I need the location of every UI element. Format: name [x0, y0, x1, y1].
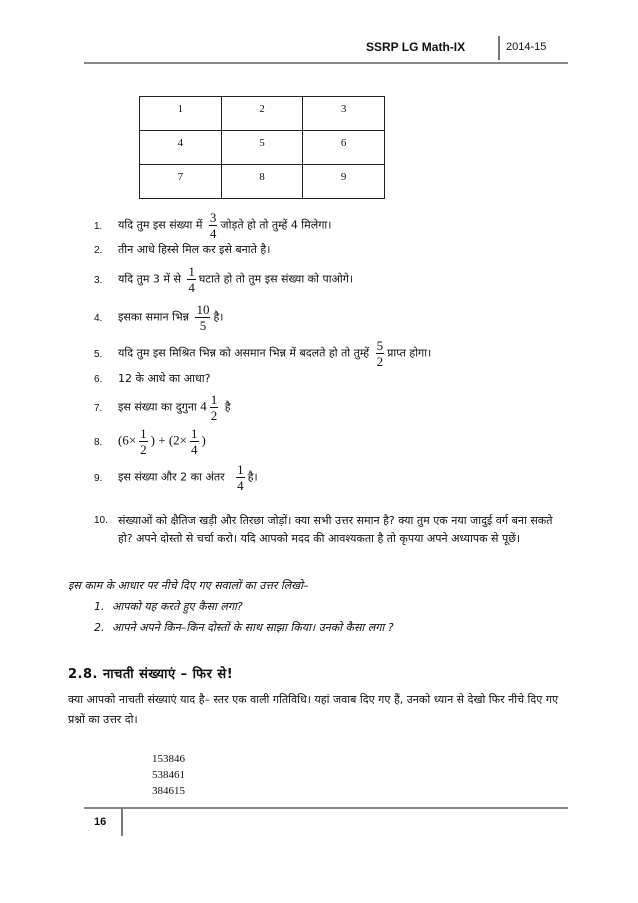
question-number: 5. [94, 348, 103, 360]
header-rule [84, 62, 568, 64]
number-item: 384615 [152, 785, 185, 797]
numerator: 5 [376, 338, 384, 353]
numerator: 1 [188, 264, 195, 279]
mixed-whole: 4 [200, 398, 207, 414]
grid-cell: 1 [140, 97, 222, 131]
question-text: है। [247, 470, 258, 484]
question-number: 10. [94, 515, 108, 526]
question-1 [94, 210, 331, 241]
grid-cell: 8 [221, 165, 303, 199]
header-divider [498, 36, 500, 60]
expression-part: (6× [118, 432, 137, 448]
reflection-item [94, 620, 394, 635]
reflection-text: आपने अपने किन–किन दोस्तों के साथ साझा किया। उनको कैसा लगा ? [112, 621, 394, 634]
fraction [139, 426, 148, 457]
reflection-text: आपको यह करते हुए कैसा लगा? [112, 600, 243, 613]
fraction [195, 302, 210, 333]
section-paragraph: क्या आपको नाचती संख्याएं याद है– स्तर एक वाली गतिविधि। यहां जवाब दिए गए हैं, उनको ध्यान से देखो फिर नीचे दिए गए प्रश्नों का उत्तर दो। [68, 693, 559, 726]
grid-cell: 2 [221, 97, 303, 131]
question-text: इस संख्या और 2 का अंतर [118, 470, 225, 484]
question-text: घटाते हो तो तुम इस संख्या को पाओगे। [198, 272, 354, 286]
question-text: तीन आधे हिस्से मिल कर इसे बनाते है। [118, 243, 271, 256]
question-9 [94, 462, 258, 493]
denominator: 4 [209, 226, 217, 241]
denominator: 4 [188, 280, 195, 295]
document-title: SSRP LG Math-IX [366, 40, 466, 54]
denominator: 4 [191, 442, 198, 457]
grid-row [140, 97, 385, 131]
denominator: 2 [140, 442, 147, 457]
grid-cell: 7 [140, 165, 222, 199]
grid-row [140, 131, 385, 165]
grid-cell: 5 [221, 131, 303, 165]
section-heading [68, 664, 233, 682]
footer-divider [121, 808, 123, 836]
grid-row [140, 165, 385, 199]
question-6 [94, 372, 210, 387]
fraction [236, 462, 245, 493]
denominator: 2 [210, 408, 218, 423]
expression-part: ) + (2× [150, 432, 187, 448]
grid-cell: 4 [140, 131, 222, 165]
question-4 [94, 302, 223, 333]
question-8 [94, 426, 206, 457]
section-title: नाचती संख्याएं – फिर से! [103, 667, 234, 682]
question-text: जोड़ते हो तो तुम्हें 4 मिलेगा। [220, 218, 332, 232]
question-number: 2. [94, 245, 103, 256]
reflection-intro: इस काम के आधार पर नीचे दिए गए सवालों का उत्तर लिखो– [68, 579, 309, 592]
question-5 [94, 338, 431, 369]
question-text: प्राप्त होगा। [387, 346, 432, 360]
question-number: 6. [94, 374, 103, 385]
question-3 [94, 264, 353, 295]
footer-rule [84, 807, 568, 809]
number-item: 153846 [152, 753, 185, 765]
number-item: 538461 [152, 769, 185, 781]
question-number: 4. [94, 312, 103, 324]
fraction [187, 264, 196, 295]
question-number: 1. [94, 220, 103, 232]
reflection-number: 1. [94, 600, 105, 613]
grid-cell: 9 [303, 165, 385, 199]
question-text: यदि तुम 3 में से [118, 272, 181, 286]
grid-cell: 6 [303, 131, 385, 165]
question-text: यदि तुम इस मिश्रित भिन्न को असमान भिन्न में बदलते हो तो तुम्हें [118, 346, 370, 360]
expression-part: ) [201, 432, 206, 448]
question-text: यदि तुम इस संख्या में [118, 218, 203, 232]
numerator: 1 [140, 426, 147, 441]
question-text: इसका समान भिन्न [118, 310, 189, 324]
question-number: 9. [94, 472, 103, 484]
number-grid [139, 96, 385, 199]
question-text: संख्याओं को क्षैतिज खड़ी और तिरछा जोड़ों। क्या सभी उत्तर समान है? क्या तुम एक नया जादुई वर्ग बना सकते हो? अपने दोस्तो से चर्चा करो। यदि आपको मदद की आवश्यकता है तो कृपया अपने अध्यापक से पूछें। [118, 514, 553, 545]
reflection-item [94, 599, 243, 614]
question-number: 3. [94, 274, 103, 286]
question-text: 12 के आधे का आधा? [118, 372, 211, 385]
number-list [152, 751, 185, 799]
question-7 [94, 392, 231, 423]
denominator: 4 [237, 478, 244, 493]
numerator: 1 [210, 392, 218, 407]
question-number: 7. [94, 402, 103, 414]
document-year: 2014-15 [506, 41, 547, 53]
numerator: 3 [209, 210, 217, 225]
page-number: 16 [94, 816, 107, 828]
question-10 [94, 512, 564, 548]
fraction [210, 392, 219, 423]
numerator: 10 [196, 302, 210, 317]
reflection-number: 2. [94, 621, 105, 634]
section-number: 2.8. [68, 667, 98, 682]
numerator: 1 [237, 462, 244, 477]
denominator: 5 [199, 318, 207, 333]
question-2 [94, 243, 270, 258]
fraction [209, 210, 218, 241]
numerator: 1 [191, 426, 198, 441]
question-text: इस संख्या का दुगुना [118, 400, 197, 414]
question-text: है। [213, 310, 224, 324]
denominator: 2 [376, 354, 384, 369]
grid-cell: 3 [303, 97, 385, 131]
question-number: 8. [94, 436, 103, 448]
question-text: है [224, 400, 231, 414]
fraction [190, 426, 199, 457]
fraction [376, 338, 385, 369]
